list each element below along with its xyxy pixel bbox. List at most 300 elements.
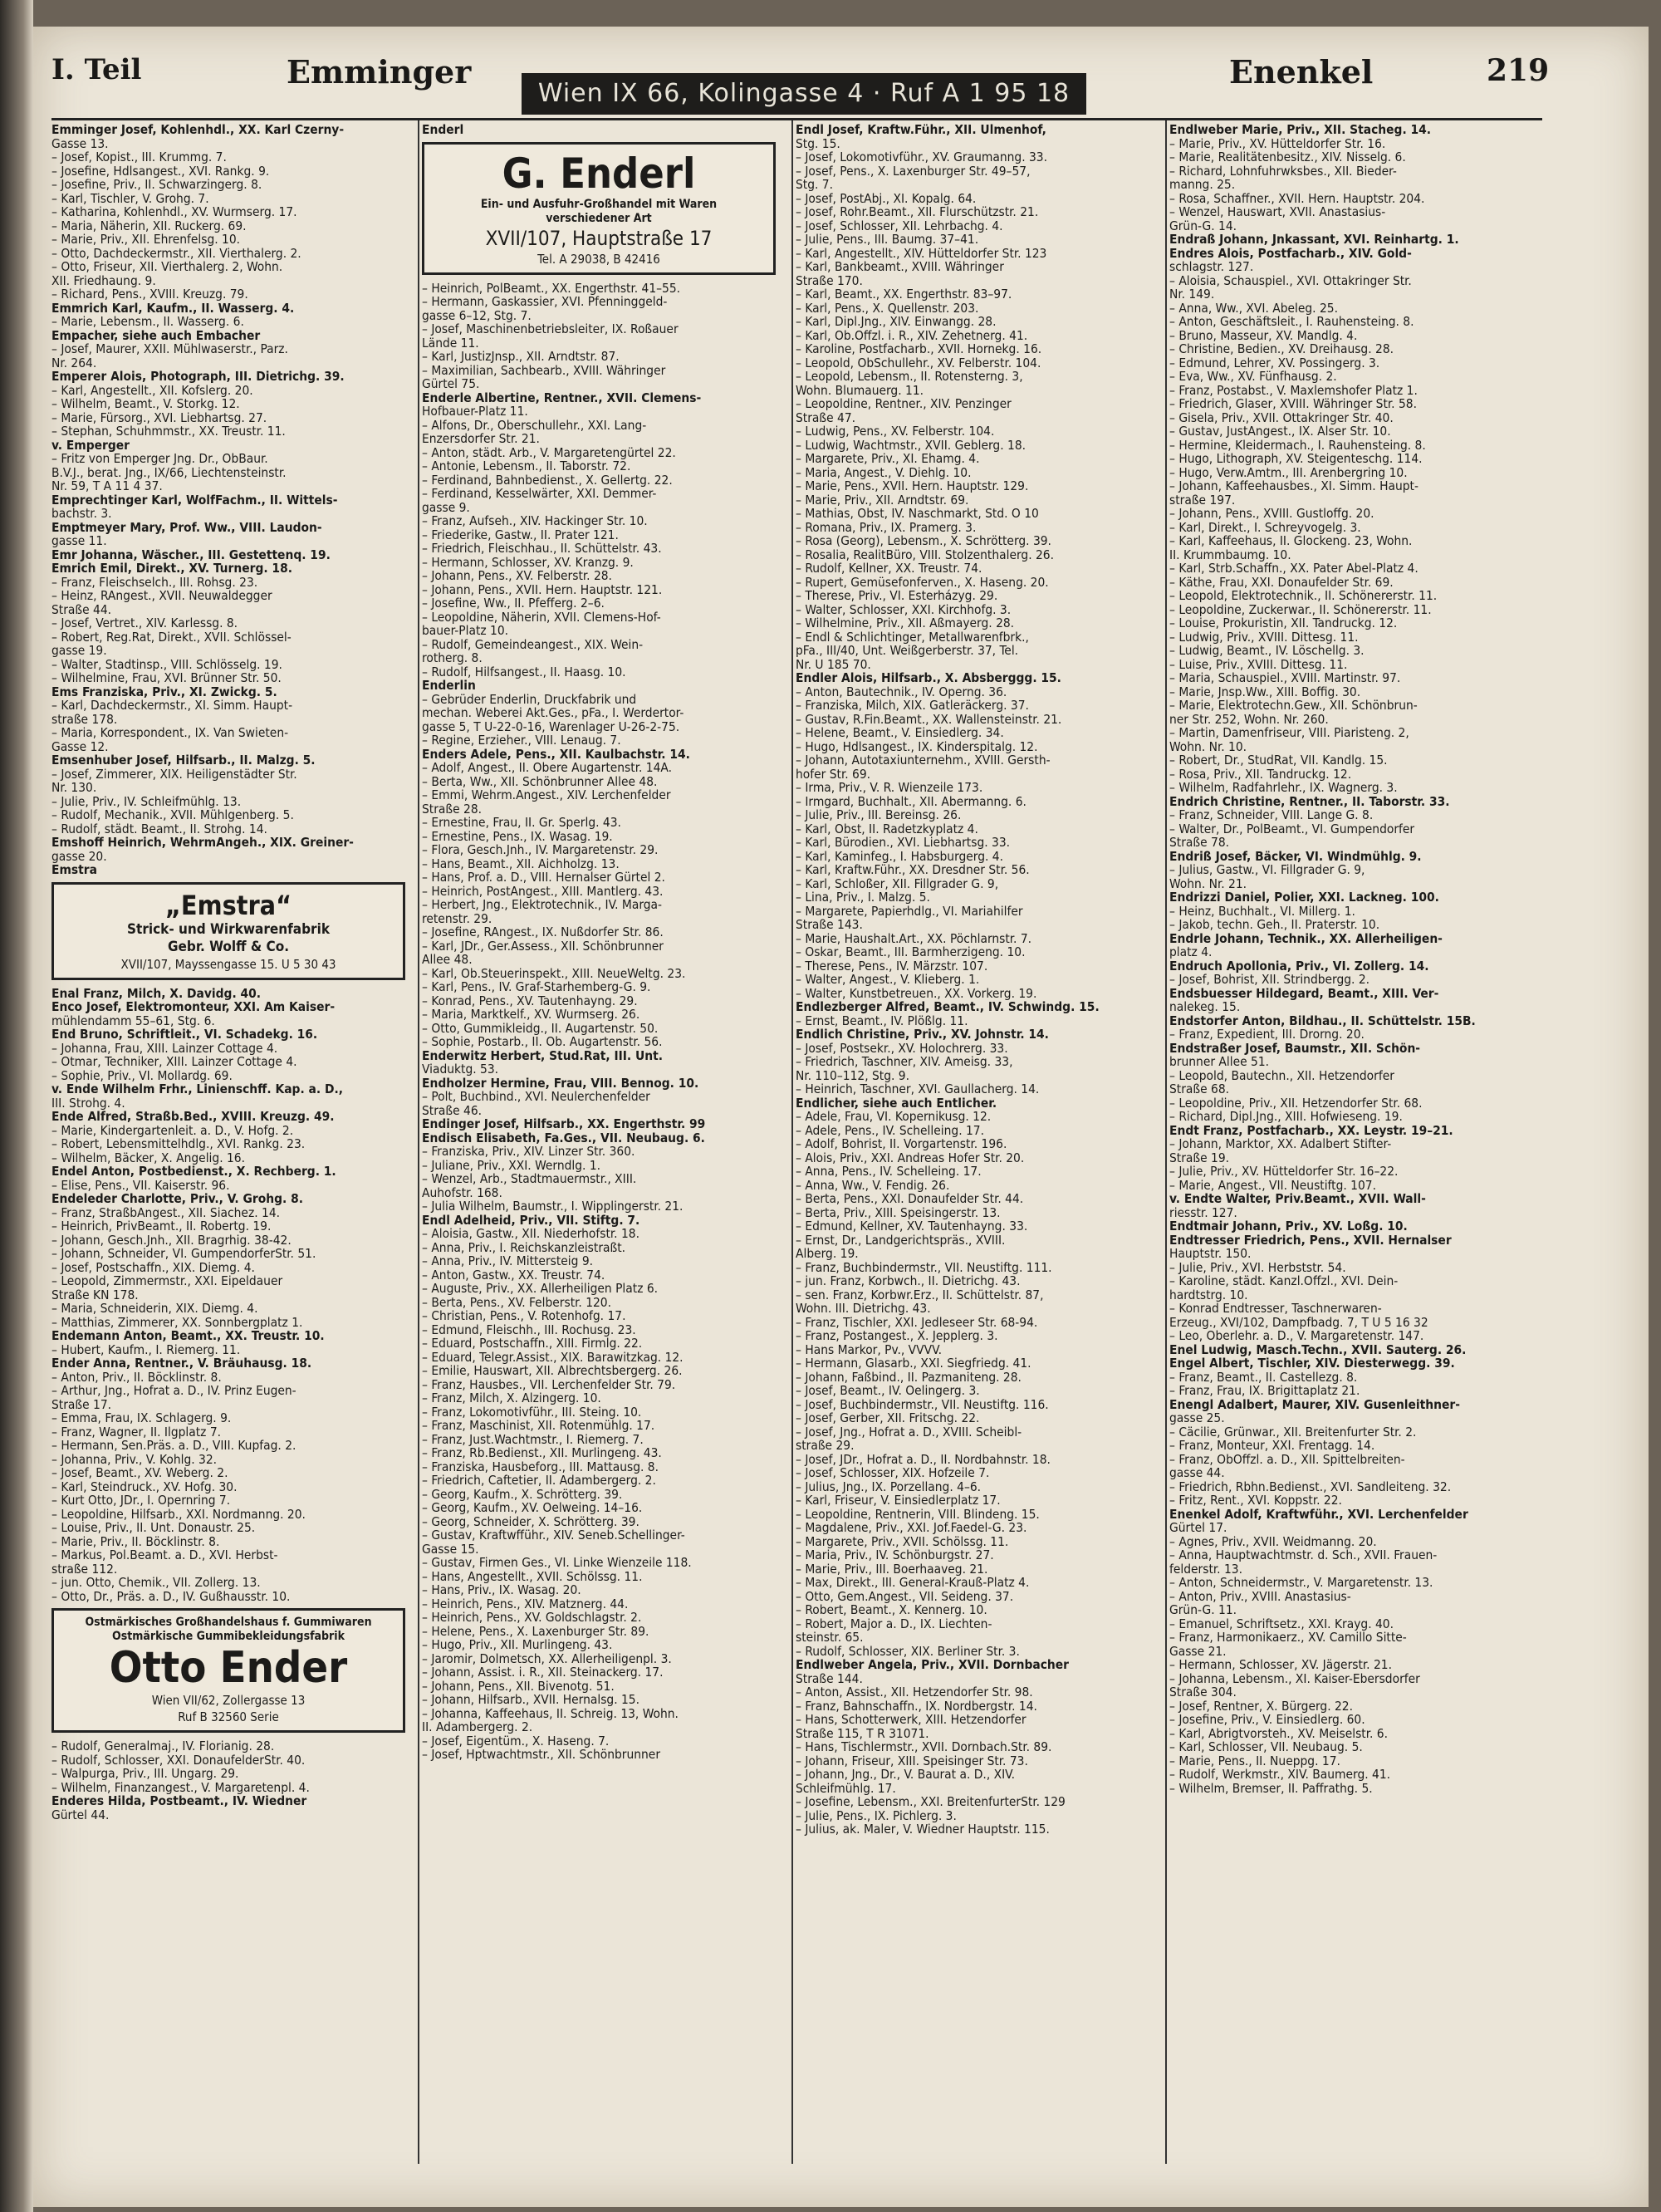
directory-entry: Gürtel 75.: [422, 377, 480, 391]
ad-enderl-tel: Tel. A 29038, B 42416: [537, 251, 660, 267]
directory-entry: Enenkel Adolf, Kraftwführ., XVI. Lerchenfelder: [1169, 1507, 1468, 1521]
directory-entry: – Marie, Jnsp.Ww., XIII. Boffig. 30.: [1169, 684, 1361, 699]
directory-entry: – Marie, Fürsorg., XVI. Liebhartsg. 27.: [51, 410, 267, 424]
directory-entry: – Anton, städt. Arb., V. Margaretengürtel 22.: [422, 445, 676, 459]
directory-entry: – Jakob, techn. Geh., II. Praterstr. 10.: [1169, 918, 1380, 932]
directory-entry: – Josef, Schlosser, XIX. Hofzeile 7.: [796, 1466, 990, 1480]
directory-entry: riesstr. 127.: [1169, 1205, 1237, 1219]
directory-entry: – Oskar, Beamt., III. Barmherzigeng. 10.: [796, 945, 1026, 959]
directory-entry: – Hugo, Hdlsangest., IX. Kinderspitalg. 12.: [796, 739, 1038, 753]
directory-entry: – Anton, Priv., II. Böcklinstr. 8.: [51, 1370, 222, 1384]
directory-entry: – Heinrich, PostAngest., XIII. Mantlerg. 43.: [422, 884, 664, 898]
directory-entry: – Friedrich, Caftetier, II. Adambergerg. 2.: [422, 1474, 656, 1488]
directory-entry: – Margarete, Priv., XI. Ehamg. 4.: [796, 452, 980, 466]
directory-entry: – Johann, Gesch.Jnh., XII. Bragrhig. 38-42.: [51, 1233, 292, 1247]
directory-entry: Straße 144.: [796, 1671, 863, 1685]
directory-entry: Straße 68.: [1169, 1082, 1230, 1096]
directory-entry: Gasse 12.: [51, 739, 109, 753]
directory-entry: – Hans, Beamt., XII. Aichholzg. 13.: [422, 856, 620, 871]
directory-entry: – jun. Otto, Chemik., VII. Zollerg. 13.: [51, 1576, 261, 1590]
directory-entry: – Sophie, Priv., VI. Mollardg. 69.: [51, 1068, 233, 1082]
directory-entry: Enco Josef, Elektromonteur, XXI. Am Kaiser-: [51, 1000, 336, 1014]
directory-entry: – Johanna, Priv., V. Kohlg. 32.: [51, 1452, 218, 1466]
directory-entry: – Louise, Priv., II. Unt. Donaustr. 25.: [51, 1521, 256, 1535]
directory-entry: – Martin, Damenfriseur, VIII. Piaristeng. 2,: [1169, 726, 1409, 740]
directory-entry: – Gustav, Kraftwfführ., XIV. Seneb.Schellinger-: [422, 1528, 685, 1543]
directory-entry: – Karl, JDr., Ger.Assess., XII. Schönbrunner: [422, 939, 664, 953]
page-number: 219: [1487, 53, 1550, 88]
directory-entry: – Leo, Oberlehr. a. D., V. Margaretenstr. 147.: [1169, 1329, 1424, 1343]
directory-entry: Ende Alfred, Straßb.Bed., XVIII. Kreuzg. 49.: [51, 1110, 335, 1124]
directory-entry: – Hans Markor, Pv., VVVV.: [796, 1342, 942, 1356]
directory-entry: – Wilhelmine, Frau, XVI. Brünner Str. 50.: [51, 671, 282, 685]
directory-entry: Endrizzi Daniel, Polier, XXI. Lackneg. 100.: [1169, 890, 1439, 905]
directory-entry: – Aloisia, Gastw., XII. Niederhofstr. 18.: [422, 1227, 639, 1241]
ad-emstra-line2: Gebr. Wolff & Co.: [167, 938, 290, 955]
directory-entry: – Friederike, Gastw., II. Prater 121.: [422, 527, 619, 542]
directory-entry: – Josef, Zimmerer, XIX. Heiligenstädter Str.: [51, 767, 297, 781]
last-entry-heading: Enenkel: [1229, 53, 1374, 91]
directory-entry: – Walter, Kunstbetreuen., XX. Vorkerg. 19.: [796, 986, 1037, 1000]
directory-entry: – Flora, Gesch.Jnh., IV. Margaretenstr. 29.: [422, 843, 659, 857]
directory-entry: – Cäcilie, Grünwar., XII. Breitenfurter Str. 2.: [1169, 1425, 1417, 1439]
directory-entry: – Josef, Lokomotivführ., XV. Graumanng. 33.: [796, 150, 1047, 164]
directory-entry: – Karl, Kaminfeg., I. Habsburgerg. 4.: [796, 849, 1004, 863]
directory-entry: – Edmund, Kellner, XV. Tautenhayng. 33.: [796, 1219, 1028, 1234]
directory-entry: – Therese, Priv., VI. Esterházyg. 29.: [796, 589, 998, 603]
directory-entry: – Robert, Reg.Rat, Direkt., XVII. Schlössel-: [51, 630, 292, 644]
directory-entry: – Julie, Priv., XVI. Herbststr. 54.: [1169, 1260, 1346, 1274]
directory-entry: – Leopold, Zimmermstr., XXI. Eipeldauer: [51, 1274, 283, 1288]
ad-enderl-address: XVII/107, Hauptstraße 17: [485, 226, 713, 250]
directory-entry: – Emma, Frau, IX. Schlagerg. 9.: [51, 1411, 232, 1425]
directory-entry: – Robert, Lebensmittelhdlg., XVI. Rankg. 23.: [51, 1137, 306, 1151]
directory-entry: – Helene, Pens., X. Laxenburger Str. 89.: [422, 1624, 649, 1638]
directory-entry: Endlezberger Alfred, Beamt., IV. Schwindg. 15.: [796, 1000, 1100, 1014]
directory-entry: Endstorfer Anton, Bildhau., II. Schüttelstr. 15B.: [1169, 1013, 1476, 1028]
directory-entry: Emminger Josef, Kohlenhdl., XX. Karl Czerny-: [51, 123, 345, 137]
directory-entry: – Josef, Kopist., III. Krummg. 7.: [51, 150, 227, 164]
directory-entry: – Friedrich, Taschner, XIV. Ameisg. 33,: [796, 1055, 1013, 1069]
directory-entry: – Hans, Angestellt., XVII. Schölssg. 11.: [422, 1569, 643, 1583]
directory-entry: Alberg. 19.: [796, 1247, 859, 1261]
directory-entry: Engel Albert, Tischler, XIV. Diesterwegg. 39.: [1169, 1356, 1455, 1371]
directory-entry: – Johann, Kaffeehausbes., XI. Simm. Haupt-: [1169, 479, 1418, 493]
directory-entry: Stg. 15.: [796, 136, 840, 150]
directory-entry: – Franz, Maschinist, XII. Rotenmühlg. 17.: [422, 1419, 655, 1433]
directory-entry: – Walter, Stadtinsp., VIII. Schlösselg. 19.: [51, 657, 282, 671]
directory-entry: – Johanna, Lebensm., XI. Kaiser-Ebersdorfer: [1169, 1671, 1420, 1685]
directory-entry: – Anna, Pens., IV. Schelleing. 17.: [796, 1165, 982, 1179]
directory-entry: – Wilhelm, Radfahrlehr., IX. Wagnerg. 3.: [1169, 781, 1398, 795]
directory-entry: bauer-Platz 10.: [422, 624, 509, 638]
directory-entry: – Franz, Monteur, XXI. Frentagg. 14.: [1169, 1439, 1375, 1453]
directory-entry: – Adolf, Bohrist, II. Vorgartenstr. 196.: [796, 1137, 1007, 1151]
directory-entry: Endl Adelheid, Priv., VII. Stiftg. 7.: [422, 1213, 640, 1227]
directory-entry: – Josefine, Lebensm., XXI. BreitenfurterStr. 129: [796, 1795, 1066, 1809]
directory-entry: Emmrich Karl, Kaufm., II. Wasserg. 4.: [51, 301, 295, 315]
directory-entry: – Leopoldine, Priv., XII. Hetzendorfer Str. 68.: [1169, 1096, 1423, 1110]
directory-entry: – Josef, Beamt., XV. Weberg. 2.: [51, 1466, 228, 1480]
directory-entry: Enderwitz Herbert, Stud.Rat, III. Unt.: [422, 1048, 663, 1062]
directory-entry: – Matthias, Zimmerer, XX. Sonnbergplatz 1.: [51, 1315, 303, 1329]
directory-entry: Gasse 13.: [51, 136, 109, 150]
directory-entry: – Juliane, Priv., XXI. Werndlg. 1.: [422, 1158, 601, 1172]
directory-entry: – Wilhelmine, Priv., XII. Aßmayerg. 28.: [796, 616, 1015, 630]
directory-entry: – Gebrüder Enderlin, Druckfabrik und: [422, 692, 637, 706]
directory-entry: – Endl & Schlichtinger, Metallwarenfbrk.,: [796, 630, 1029, 644]
directory-entry: – Auguste, Priv., XX. Allerheiligen Platz 6.: [422, 1282, 659, 1296]
advertisement-ender: [51, 1608, 405, 1733]
directory-entry: – Friedrich, Fleischhau., II. Schüttelstr. 43.: [422, 542, 662, 556]
directory-entry: – Emanuel, Schriftsetz., XXI. Krayg. 40.: [1169, 1616, 1394, 1631]
directory-entry: gasse 11.: [51, 534, 107, 548]
directory-entry: – Maria, Angest., V. Diehlg. 10.: [796, 465, 972, 479]
directory-entry: – Franz, Milch, X. Alzingerg. 10.: [422, 1391, 601, 1405]
directory-entry: – Hans, Schotterwerk, XIII. Hetzendorfer: [796, 1713, 1026, 1727]
directory-entry: – Karl, Ob.Steuerinspekt., XIII. NeueWeltg. 23.: [422, 966, 686, 980]
directory-entry: – Gustav, Firmen Ges., VI. Linke Wienzeile 118.: [422, 1556, 692, 1570]
directory-entry: – Julie, Priv., III. Bereinsg. 26.: [796, 808, 962, 822]
directory-entry: – Aloisia, Schauspiel., XVI. Ottakringer Str.: [1169, 273, 1412, 287]
directory-entry: – Josef, Beamt., IV. Oelingerg. 3.: [796, 1384, 980, 1398]
ad-emstra-address: XVII/107, Mayssengasse 15. U 5 30 43: [120, 956, 336, 972]
directory-entry: – Otto, Gem.Angest., VII. Seideng. 37.: [796, 1589, 1014, 1603]
directory-entry: – Josef, Vertret., XIV. Karlessg. 8.: [51, 616, 238, 630]
directory-entry: – Franz, Buchbindermstr., VII. Neustiftg. 111.: [796, 1260, 1052, 1274]
directory-entry: – Johann, Pens., XII. Bivenotg. 51.: [422, 1679, 615, 1693]
directory-entry: Wohn. III. Dietrichg. 43.: [796, 1302, 931, 1316]
ad-ender-address: Wien VII/62, Zollergasse 13: [151, 1693, 306, 1708]
directory-entry: Wohn. Nr. 21.: [1169, 876, 1247, 890]
directory-entry: – Julie, Priv., XV. Hütteldorfer Str. 16–22.: [1169, 1165, 1399, 1179]
directory-entry: – Johann, Assist. i. R., XII. Steinackerg. 17.: [422, 1665, 664, 1680]
directory-entry: – Polt, Buchbind., XVI. Neulerchenfelder: [422, 1090, 650, 1104]
directory-entry: – Rosa, Schaffner., XVII. Hern. Hauptstr. 204.: [1169, 191, 1425, 205]
directory-entry: – Eduard, Postschaffn., XIII. Firmlg. 22.: [422, 1337, 643, 1351]
directory-entry: – Karl, Bankbeamt., XVIII. Währinger: [796, 260, 1004, 274]
directory-entry: Endler Alois, Hilfsarb., X. Absberggg. 15.: [796, 671, 1061, 685]
directory-entry: – Adolf, Angest., II. Obere Augartenstr. 14A.: [422, 761, 672, 775]
directory-entry: – Wenzel, Hauswart, XVII. Anastasius-: [1169, 205, 1386, 219]
directory-entry: – Marie, Priv., XII. Arndtstr. 69.: [796, 493, 969, 507]
directory-entry: – Josef, Rentner, X. Bürgerg. 22.: [1169, 1699, 1353, 1713]
directory-entry: Endt Franz, Postfacharb., XX. Leystr. 19–21.: [1169, 1123, 1453, 1137]
directory-entry: – Josefine, Priv., V. Einsiedlerg. 60.: [1169, 1713, 1365, 1727]
directory-entry: Endl Josef, Kraftw.Führ., XII. Ulmenhof,: [796, 123, 1046, 137]
directory-entry: – Franz, Bahnschaffn., IX. Nordbergstr. 14.: [796, 1699, 1037, 1713]
directory-entry: – Franziska, Milch, XIX. Gatleräckerg. 37.: [796, 699, 1029, 713]
directory-entry: – Leopold, Lebensm., II. Rotensterng. 3,: [796, 370, 1023, 384]
directory-entry: – Karl, Abrigtvorsteh., XV. Meiselstr. 6.: [1169, 1726, 1389, 1740]
directory-entry: – Julie, Priv., IV. Schleifmühlg. 13.: [51, 794, 242, 808]
directory-entry: – Julie, Pens., IX. Pichlerg. 3.: [796, 1808, 957, 1822]
directory-entry: B.V.J., berat. Jng., IX/66, Liechtensteinstr.: [51, 465, 287, 479]
directory-entry: – Margarete, Papierhdlg., VI. Mariahilfer: [796, 904, 1023, 918]
part-label: I. Teil: [51, 53, 142, 86]
directory-entry: Endlweber Marie, Priv., XII. Stacheg. 14.: [1169, 123, 1432, 137]
directory-entry: – Heinrich, Pens., XV. Goldschlagstr. 2.: [422, 1611, 642, 1625]
directory-entry: Ender Anna, Rentner., V. Bräuhausg. 18.: [51, 1356, 312, 1371]
directory-entry: Grün-G. 11.: [1169, 1603, 1237, 1617]
directory-entry: – Richard, Pens., XVIII. Kreuzg. 79.: [51, 287, 248, 302]
directory-entry: – Walter, Dr., PolBeamt., VI. Gumpendorfer: [1169, 822, 1415, 836]
directory-entry: – sen. Franz, Korbwr.Erz., II. Schüttelstr. 87,: [796, 1287, 1044, 1302]
directory-entry: – Josef, Buchbindermstr., VII. Neustiftg. 116.: [796, 1397, 1049, 1411]
directory-entry: – Otto, Dachdeckermstr., XII. Vierthalerg. 2.: [51, 246, 301, 260]
ad-ender-line2: Ostmärkische Gummibekleidungsfabrik: [112, 1630, 345, 1643]
directory-entry: – Anton, Priv., XVIII. Anastasius-: [1169, 1589, 1351, 1603]
directory-entry: – Friedrich, Glaser, XVIII. Währinger Str. 58.: [1169, 397, 1417, 411]
directory-entry: – Agnes, Priv., XVII. Weidmanng. 20.: [1169, 1534, 1377, 1548]
directory-entry: – Hugo, Verw.Amtm., III. Arenbergring 10.: [1169, 465, 1408, 479]
directory-entry: – Karl, JustizJnsp., XII. Arndtstr. 87.: [422, 350, 620, 364]
directory-entry: nalekeg. 15.: [1169, 1000, 1241, 1014]
directory-entry: Emperer Alois, Photograph, III. Dietrichg. 39.: [51, 370, 345, 384]
directory-entry: Wohn. Blumauerg. 11.: [796, 383, 924, 397]
directory-entry: Endruch Apollonia, Priv., VI. Zollerg. 14.: [1169, 959, 1429, 973]
directory-entry: felderstr. 13.: [1169, 1562, 1242, 1576]
directory-entry: – Josefine, Ww., II. Pfefferg. 2–6.: [422, 596, 605, 611]
directory-entry: – Edmund, Lehrer, XV. Possingerg. 3.: [1169, 356, 1380, 370]
directory-entry: – Marie, Realitätenbesitz., XIV. Nisselg. 6.: [1169, 150, 1406, 164]
directory-entry: – Konrad, Pens., XV. Tautenhayng. 29.: [422, 993, 638, 1008]
directory-entry: – Margarete, Priv., XVII. Schölssg. 11.: [796, 1534, 1009, 1548]
directory-entry: – Karoline, Postfacharb., XVII. Hornekg. 16.: [796, 342, 1042, 356]
directory-entry: Enzersdorfer Str. 21.: [422, 432, 540, 446]
directory-entry: gasse 25.: [1169, 1411, 1225, 1425]
directory-entry: – Josef, Jng., Hofrat a. D., XVIII. Scheibl-: [796, 1425, 1022, 1439]
directory-entry: – Emmi, Wehrm.Angest., XIV. Lerchenfelder: [422, 788, 671, 802]
directory-entry: – Berta, Pens., XV. Felberstr. 120.: [422, 1295, 612, 1309]
directory-entry: – Wilhelm, Beamt., V. Storkg. 12.: [51, 397, 240, 411]
directory-entry: – Mathias, Obst, IV. Naschmarkt, Std. O 10: [796, 507, 1039, 521]
directory-entry: – Friedrich, Rbhn.Bedienst., XVI. Sandleiteng. 32.: [1169, 1479, 1452, 1493]
directory-entry: – Rudolf, Schlosser, XXI. DonaufelderStr. 40.: [51, 1753, 306, 1767]
directory-entry: – Johann, Pens., XVII. Hern. Hauptstr. 121.: [422, 582, 663, 596]
directory-entry: Endinger Josef, Hilfsarb., XX. Engerthstr. 99: [422, 1117, 706, 1131]
directory-entry: Straße 115, T R 31071.: [796, 1726, 929, 1740]
directory-entry: – Karl, Dachdeckermstr., XI. Simm. Haupt-: [51, 699, 293, 713]
directory-entry: – Anna, Hauptwachtmstr. d. Sch., XVII. Frauen-: [1169, 1548, 1438, 1562]
first-entry-heading: Emminger: [287, 53, 472, 91]
directory-entry: – Karl, Angestellt., XIV. Hütteldorfer Str. 123: [796, 246, 1047, 260]
directory-entry: Emptmeyer Mary, Prof. Ww., VIII. Laudon-: [51, 520, 322, 534]
directory-entry: – Rosa, Priv., XII. Tandruckg. 12.: [1169, 767, 1352, 781]
directory-entry: – Berta, Priv., XIII. Speisingerstr. 13.: [796, 1205, 1001, 1219]
directory-entry: Endres Alois, Postfacharb., XIV. Gold-: [1169, 246, 1412, 260]
directory-entry: – Maria, Schneiderin, XIX. Diemg. 4.: [51, 1302, 258, 1316]
directory-entry: – Johann, Faßbind., II. Pazmaniteng. 28.: [796, 1370, 1022, 1384]
directory-entry: End Bruno, Schriftleit., VI. Schadekg. 16.: [51, 1028, 318, 1042]
directory-entry: – Josef, JDr., Hofrat a. D., II. Nordbahnstr. 18.: [796, 1452, 1051, 1466]
directory-entry: – Hermann, Schlosser, XV. Kranzg. 9.: [422, 555, 634, 569]
directory-entry: – Ferdinand, Bahnbedienst., X. Gellertg. 22.: [422, 473, 673, 487]
directory-entry: – Karl, Steindruck., XV. Hofg. 30.: [51, 1479, 238, 1493]
directory-entry: – Franz, StraßbAngest., XII. Siachez. 14.: [51, 1205, 281, 1219]
directory-entry: Endraß Johann, Jnkassant, XVI. Reinhartg. 1.: [1169, 233, 1459, 247]
directory-entry: – Franz, Tischler, XXI. Jedleseer Str. 68-94.: [796, 1315, 1038, 1329]
directory-entry: – Walpurga, Priv., III. Ungarg. 29.: [51, 1767, 239, 1781]
directory-entry: – Johann, Friseur, XIII. Speisinger Str. 73.: [796, 1753, 1028, 1768]
directory-entry: mühlendamm 55–61, Stg. 6.: [51, 1013, 215, 1028]
directory-entry: – Marie, Angest., VII. Neustiftg. 107.: [1169, 1178, 1376, 1192]
directory-entry: Nr. 110–112, Stg. 9.: [796, 1068, 909, 1082]
directory-entry: – Ludwig, Priv., XVIII. Dittesg. 11.: [1169, 630, 1359, 644]
directory-entry: – Konrad Endtresser, Taschnerwaren-: [1169, 1302, 1382, 1316]
directory-entry: Endriß Josef, Bäcker, VI. Windmühlg. 9.: [1169, 849, 1422, 863]
directory-entry: rotherg. 8.: [422, 651, 483, 665]
directory-entry: – Anna, Ww., V. Fendig. 26.: [796, 1178, 950, 1192]
column-4: [1169, 123, 1539, 2162]
directory-entry: Auhofstr. 168.: [422, 1185, 502, 1199]
directory-entry: Straße KN 178.: [51, 1287, 139, 1302]
directory-entry: Emrich Emil, Direkt., XV. Turnerg. 18.: [51, 562, 292, 576]
directory-entry: – Wilhelm, Finanzangest., V. Margaretenpl. 4.: [51, 1780, 310, 1794]
directory-entry: – Maximilian, Sachbearb., XVIII. Währinger: [422, 363, 666, 377]
directory-entry: – Robert, Beamt., X. Kennerg. 10.: [796, 1603, 987, 1617]
directory-entry: – Josef, Maurer, XXII. Mühlwaserstr., Parz.: [51, 342, 288, 356]
directory-entry: – Rudolf, Werkmstr., XIV. Baumerg. 41.: [1169, 1768, 1391, 1782]
directory-entry: – Herbert, Jng., Elektrotechnik., IV. Marga-: [422, 898, 663, 912]
directory-entry: Nr. U 185 70.: [796, 657, 871, 671]
column-divider: [791, 120, 793, 2164]
directory-entry: – Franz, Harmonikaerz., XV. Camillo Sitte-: [1169, 1631, 1407, 1645]
directory-entry: – Karl, Schloßer, XII. Fillgrader G. 9,: [796, 876, 999, 890]
directory-entry: Emstra: [51, 863, 97, 877]
directory-entry: – Rudolf, Hilfsangest., II. Haasg. 10.: [422, 665, 626, 679]
directory-entry: mechan. Weberei Akt.Ges., pFa., I. Werdertor-: [422, 706, 684, 720]
directory-entry: – Walter, Schlosser, XXI. Kirchhofg. 3.: [796, 602, 1012, 616]
directory-entry: – Fritz, Rent., XVI. Koppstr. 22.: [1169, 1493, 1342, 1508]
directory-entry: – Otto, Friseur, XII. Vierthalerg. 2, Wohn.: [51, 260, 283, 274]
directory-entry: Enengl Adalbert, Maurer, XIV. Gusenleithner-: [1169, 1397, 1460, 1411]
directory-entry: – Elise, Pens., VII. Kaiserstr. 96.: [51, 1178, 230, 1192]
directory-entry: Endtmair Johann, Priv., XV. Loßg. 10.: [1169, 1219, 1408, 1234]
directory-entry: Enal Franz, Milch, X. Davidg. 40.: [51, 986, 262, 1000]
directory-entry: – Therese, Pens., IV. Märzstr. 107.: [796, 959, 988, 973]
directory-entry: – Hubert, Kaufm., I. Riemerg. 11.: [51, 1342, 241, 1356]
directory-entry: – Franziska, Priv., XIV. Linzer Str. 360.: [422, 1145, 635, 1159]
directory-entry: – Josef, Rohr.Beamt., XII. Flurschützstr. 21.: [796, 205, 1039, 219]
directory-entry: Endemann Anton, Beamt., XX. Treustr. 10.: [51, 1329, 325, 1343]
directory-entry: straße 112.: [51, 1562, 118, 1576]
directory-entry: – Anna, Ww., XVI. Abeleg. 25.: [1169, 301, 1338, 315]
directory-entry: – Hermann, Sen.Präs. a. D., VIII. Kupfag. 2.: [51, 1439, 296, 1453]
directory-entry: – Karl, Bürodien., XVI. Liebhartsg. 33.: [796, 836, 1011, 850]
directory-entry: Schleifmühlg. 17.: [796, 1781, 896, 1795]
directory-entry: – Josef, Gerber, XII. Fritschg. 22.: [796, 1411, 980, 1425]
directory-entry: ner Str. 252, Wohn. Nr. 260.: [1169, 712, 1329, 726]
directory-entry: Emsenhuber Josef, Hilfsarb., II. Malzg. 5.: [51, 753, 316, 768]
directory-entry: Enders Adele, Pens., XII. Kaulbachstr. 14.: [422, 747, 690, 761]
directory-entry: – Stephan, Schuhmmstr., XX. Treustr. 11.: [51, 424, 286, 439]
directory-entry: Endeleder Charlotte, Priv., V. Grohg. 8.: [51, 1192, 303, 1206]
directory-entry: – Karl, Direkt., I. Schreyvogelg. 3.: [1169, 520, 1361, 534]
directory-entry: – Wenzel, Arb., Stadtmauermstr., XIII.: [422, 1172, 637, 1186]
directory-entry: – Franz, Rb.Bedienst., XII. Murlingeng. 43.: [422, 1446, 662, 1460]
directory-entry: – Josefine, Hdlsangest., XVI. Rankg. 9.: [51, 164, 270, 178]
directory-entry: – Karl, Schlosser, VII. Neubaug. 5.: [1169, 1740, 1363, 1754]
directory-entry: Endholzer Hermine, Frau, VIII. Bennog. 10.: [422, 1076, 699, 1090]
directory-entry: – Hermann, Glasarb., XXI. Siegfriedg. 41.: [796, 1356, 1031, 1371]
directory-entry: – Hermann, Schlosser, XV. Jägerstr. 21.: [1169, 1658, 1392, 1672]
directory-entry: – Regine, Erzieher., VIII. Lenaug. 7.: [422, 733, 621, 748]
directory-entry: – Leopoldine, Zuckerwar., II. Schönererstr. 11.: [1169, 602, 1432, 616]
directory-entry: Endisch Elisabeth, Fa.Ges., VII. Neubaug. 6.: [422, 1131, 705, 1145]
publisher-banner: Wien IX 66, Kolingasse 4 · Ruf A 1 95 18: [522, 73, 1086, 115]
directory-entry: v. Ende Wilhelm Frhr., Linienschff. Kap. a. D.,: [51, 1082, 343, 1096]
advertisement-enderl: [422, 142, 776, 275]
directory-entry: – Hugo, Lithograph, XV. Steigenteschg. 114.: [1169, 452, 1423, 466]
directory-entry: – Marie, Elektrotechn.Gew., XII. Schönbrun-: [1169, 699, 1418, 713]
directory-entry: – Maria, Schauspiel., XVIII. Martinstr. 97.: [1169, 671, 1401, 685]
directory-entry: platz 4.: [1169, 945, 1213, 959]
directory-entry: – Karl, Beamt., XX. Engerthstr. 83–97.: [796, 287, 1012, 302]
directory-entry: Lände 11.: [422, 336, 479, 350]
directory-entry: – Rosalia, RealitBüro, VIII. Stolzenthalerg. 26.: [796, 547, 1055, 562]
directory-entry: Endsbuesser Hildegard, Beamt., XIII. Ver-: [1169, 986, 1439, 1000]
directory-entry: Emshoff Heinrich, WehrmAngeh., XIX. Greiner-: [51, 836, 354, 850]
directory-entry: – Josef, Hptwachtmstr., XII. Schönbrunner: [422, 1748, 661, 1762]
directory-entry: – Franz, Postabst., V. Maxlemshofer Platz 1.: [1169, 383, 1418, 397]
directory-entry: – Christine, Bedien., XV. Dreihausg. 28.: [1169, 342, 1394, 356]
directory-entry: – Julius, ak. Maler, V. Wiedner Hauptstr. 115.: [796, 1822, 1050, 1837]
directory-entry: – Marie, Priv., II. Böcklinstr. 8.: [51, 1534, 220, 1548]
column-divider: [418, 120, 419, 2164]
directory-entry: – Josefine, Priv., II. Schwarzingerg. 8.: [51, 178, 262, 192]
ad-ender-tel: Ruf B 32560 Serie: [178, 1709, 279, 1724]
directory-entry: – Heinz, RAngest., XVII. Neuwaldegger: [51, 589, 272, 603]
directory-entry: – Eduard, Telegr.Assist., XIX. Barawitzkag. 12.: [422, 1350, 684, 1364]
directory-entry: – Fritz von Emperger Jng. Dr., ObBaur.: [51, 452, 268, 466]
column-2: [422, 123, 779, 2162]
directory-entry: straße 178.: [51, 712, 118, 726]
directory-entry: – Johanna, Kaffeehaus, II. Schreig. 13, Wohn.: [422, 1706, 679, 1720]
adjacent-page-edge: [0, 0, 33, 2212]
directory-entry: – Franz, Schneider, VIII. Lange G. 8.: [1169, 808, 1374, 822]
directory-entry: – Maria, Korrespondent., IX. Van Swieten-: [51, 726, 289, 740]
directory-entry: – Johanna, Frau, XIII. Lainzer Cottage 4.: [51, 1041, 278, 1055]
directory-entry: – Ernestine, Pens., IX. Wasag. 19.: [422, 829, 613, 843]
directory-entry: – Wilhelm, Bäcker, X. Angelig. 16.: [51, 1150, 245, 1165]
directory-entry: – Julie, Pens., III. Baumg. 37–41.: [796, 233, 979, 247]
directory-entry: Emprechtinger Karl, WolfFachm., II. Wittels-: [51, 493, 338, 507]
directory-entry: Hauptstr. 150.: [1169, 1247, 1252, 1261]
directory-entry: – Gisela, Priv., XVII. Ottakringer Str. 40.: [1169, 410, 1394, 424]
directory-entry: – Hermann, Gaskassier, XVI. Pfenninggeld-: [422, 295, 668, 309]
directory-entry: – Karl, Kaffeehaus, II. Glockeng. 23, Wohn.: [1169, 534, 1413, 548]
directory-entry: Erzeug., XVI/102, Dampfbadg. 7, T U 5 16 32: [1169, 1315, 1428, 1329]
directory-entry: – Heinrich, Pens., XIV. Matznerg. 44.: [422, 1596, 629, 1611]
directory-entry: – Josef, Eigentüm., X. Haseng. 7.: [422, 1734, 610, 1748]
directory-entry: – Bruno, Masseur, XV. Mandlg. 4.: [1169, 328, 1358, 342]
directory-entry: – Leopoldine, Näherin, XVII. Clemens-Hof-: [422, 610, 661, 624]
directory-entry: gasse 9.: [422, 500, 470, 514]
directory-entry: – Berta, Ww., XII. Schönbrunner Allee 48.: [422, 774, 658, 788]
directory-entry: Straße 28.: [422, 802, 483, 816]
directory-entry: Endlicher, siehe auch Entlicher.: [796, 1096, 997, 1110]
directory-entry: – Anton, Assist., XII. Hetzendorfer Str. 98.: [796, 1685, 1033, 1699]
directory-entry: – Adele, Frau, VI. Kopernikusg. 12.: [796, 1110, 992, 1124]
directory-entry: – Ernst, Dr., Landgerichtspräs., XVIII.: [796, 1233, 1006, 1247]
directory-entry: Endrle Johann, Technik., XX. Allerheiligen-: [1169, 931, 1443, 945]
directory-entry: – Heinrich, PolBeamt., XX. Engerthstr. 41–55.: [422, 281, 681, 295]
directory-entry: Wohn. Nr. 10.: [1169, 739, 1247, 753]
directory-entry: II. Krummbaumg. 10.: [1169, 547, 1291, 562]
directory-entry: Straße 143.: [796, 918, 863, 932]
directory-entry: Ems Franziska, Priv., XI. Zwickg. 5.: [51, 684, 277, 699]
